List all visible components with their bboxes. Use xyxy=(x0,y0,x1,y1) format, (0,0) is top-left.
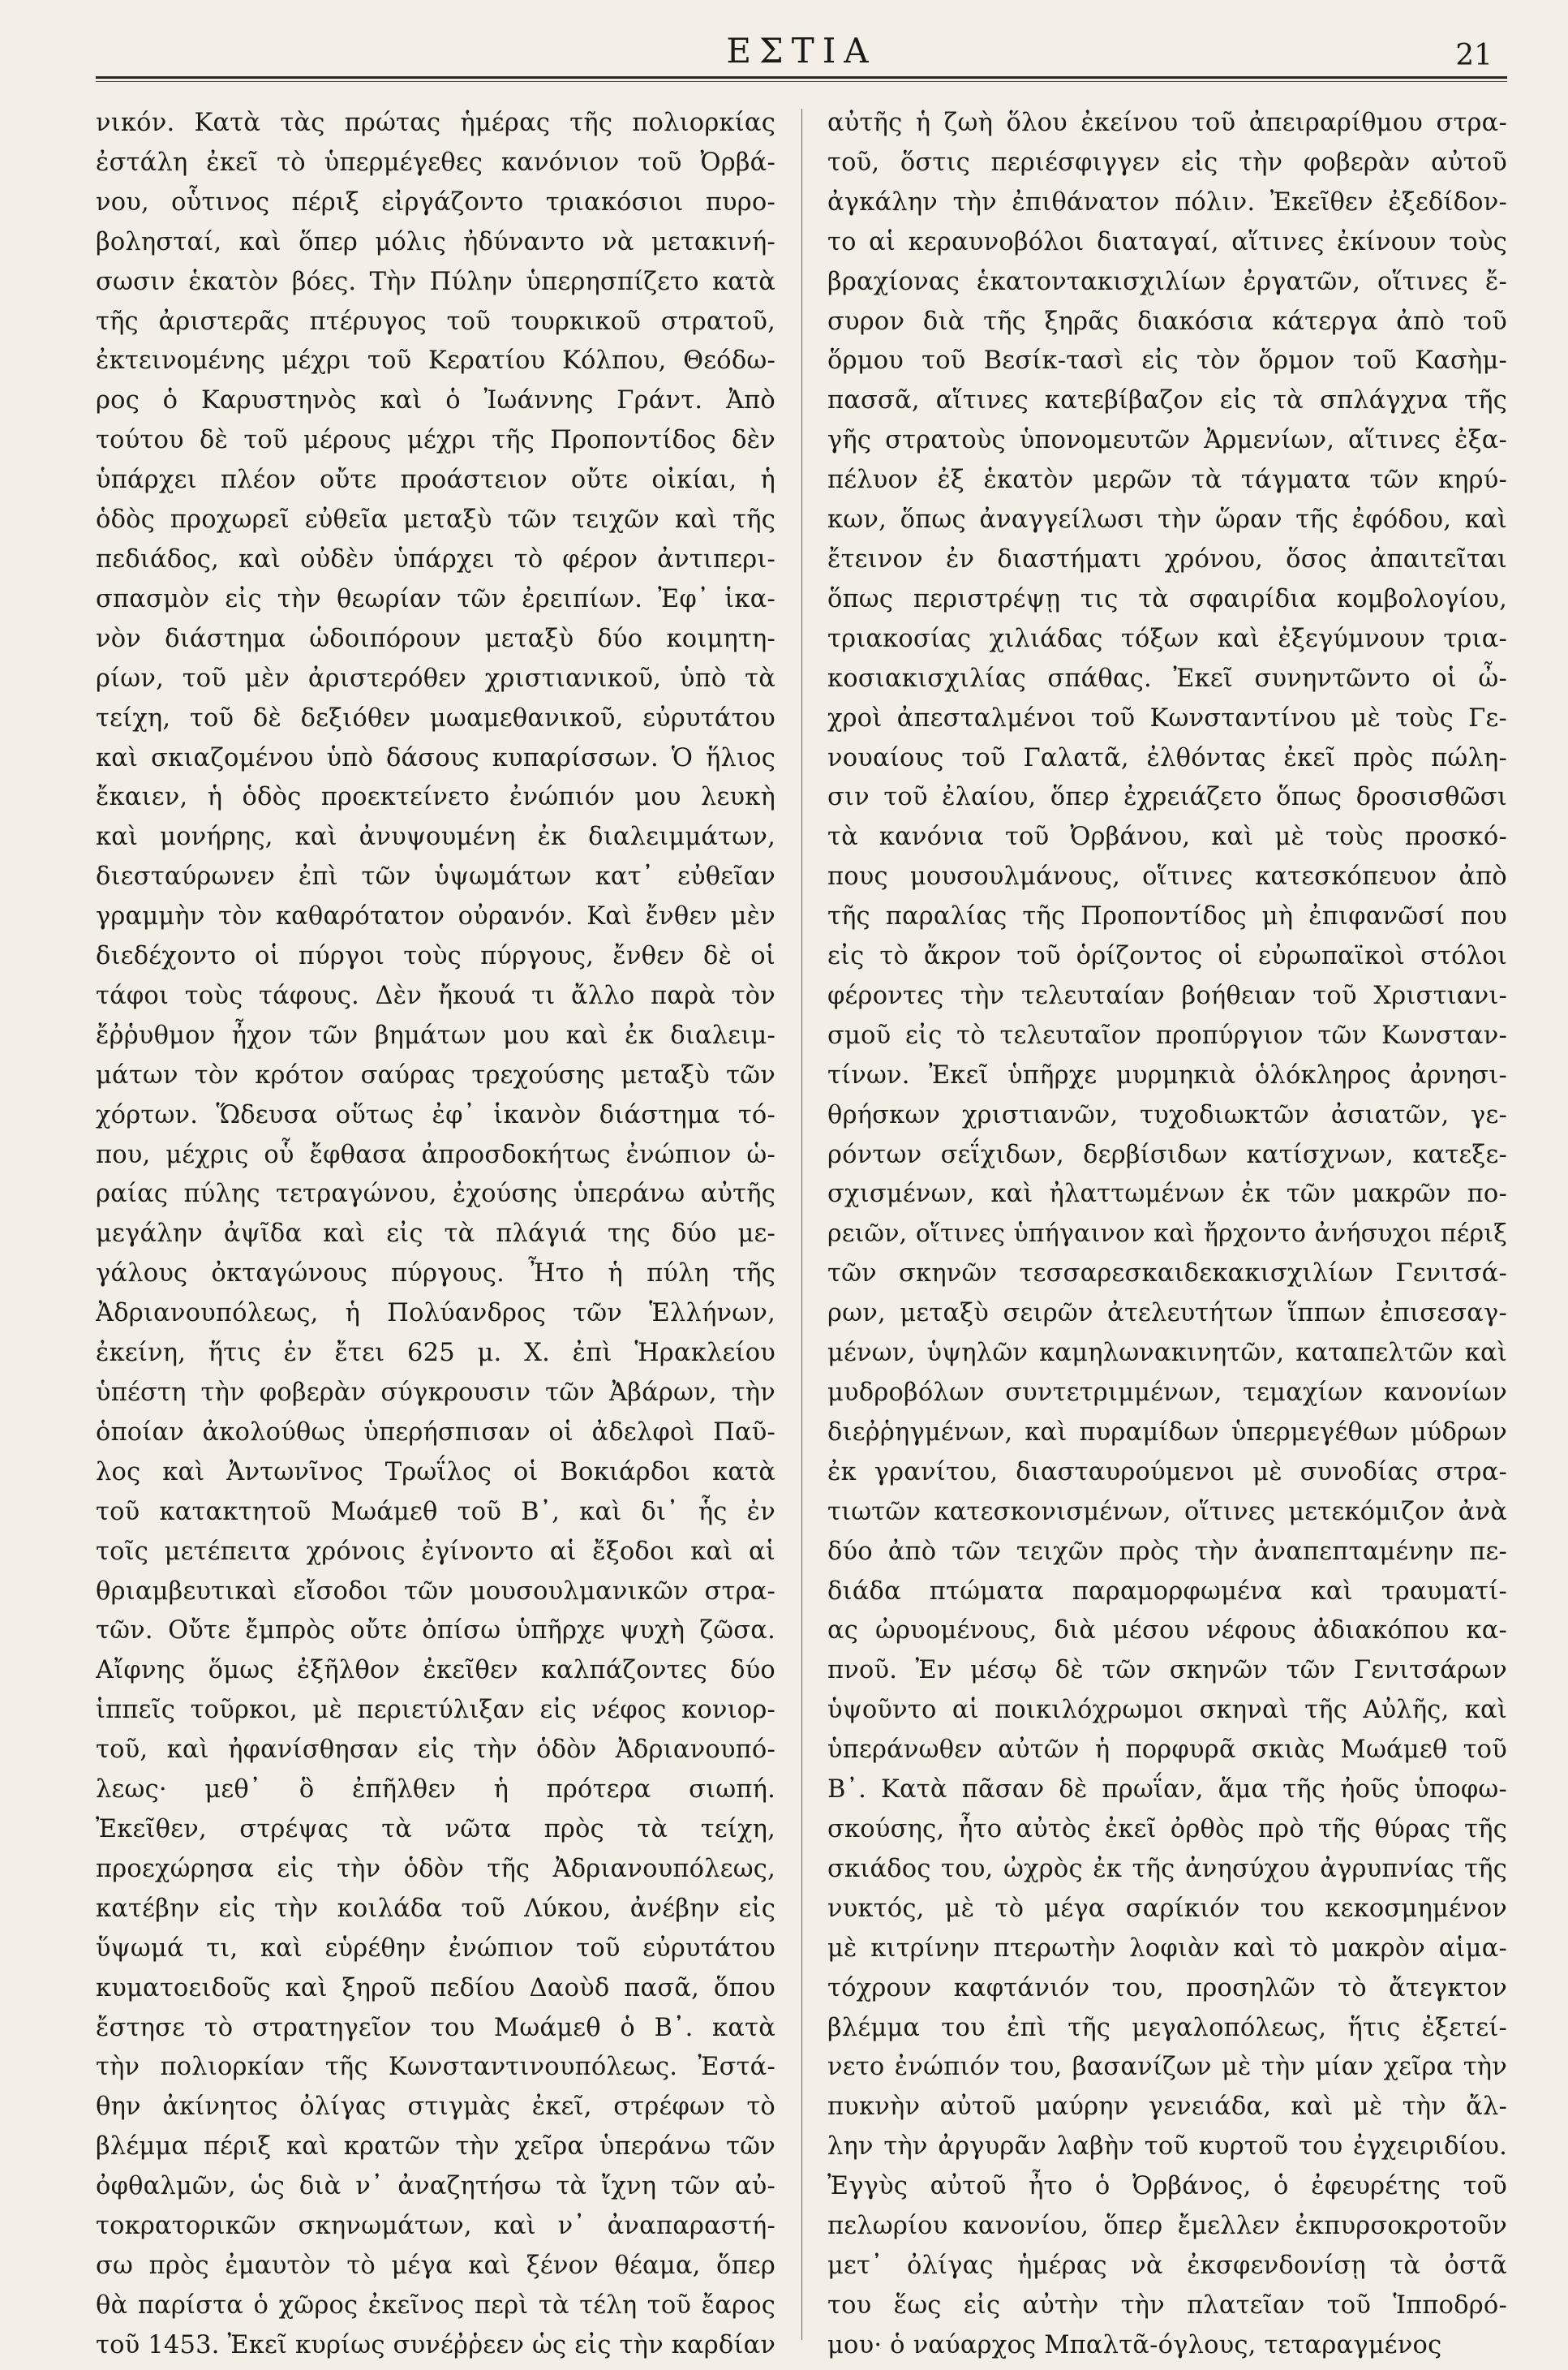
text-line: νουαίους τοῦ Γαλατᾶ, ἐλθόντας ἐκεῖ πρὸς πώλη- xyxy=(827,743,1507,772)
text-line: βλέμμα του ἐπὶ τῆς μεγαλοπόλεως, ἥτις ἐξετεί- xyxy=(827,2013,1507,2042)
text-line: τὴν πολιορκίαν τῆς Κωνσταντινουπόλεως. Ἐστά- xyxy=(96,2053,775,2082)
text-line: τῆς παραλίας τῆς Προποντίδος μὴ ἐπιφανῶσί που xyxy=(827,902,1507,931)
text-line: διάδα πτώματα παραμορφωμένα καὶ τραυματί- xyxy=(827,1576,1507,1606)
text-line: τῶν σκηνῶν τεσσαρεσκαιδεκακισχιλίων Γενιτσά- xyxy=(827,1259,1507,1288)
text-line: μεγάλην ἀψῖδα καὶ εἰς τὰ πλάγιά της δύο με- xyxy=(96,1219,775,1249)
right-column xyxy=(827,104,1507,2359)
text-line: ἱππεῖς τοῦρκοι, μὲ περιετύλιξαν εἰς νέφος κονιορ- xyxy=(96,1696,775,1725)
text-line: μάτων τὸν κρότον σαύρας τρεχούσης μεταξὺ τῶν xyxy=(96,1060,775,1090)
text-line: σπασμὸν εἰς τὴν θεωρίαν τῶν ἐρειπίων. Ἐφ᾽ ἱκα- xyxy=(96,584,775,613)
text-line: πους μουσουλμάνους, οἵτινες κατεσκόπευον ἀπὸ xyxy=(827,862,1507,892)
text-line: πεδιάδος, καὶ οὐδὲν ὑπάρχει τὸ φέρον ἀντιπερι- xyxy=(96,544,775,574)
text-line: σκούσης, ἦτο αὐτὸς ἐκεῖ ὀρθὸς πρὸ τῆς θύρας τῆς xyxy=(827,1814,1507,1843)
text-line: ὅπως περιστρέψῃ τις τὰ σφαιρίδια κομβολογίου, xyxy=(827,584,1507,613)
text-line: γῆς στρατοὺς ὑπονομευτῶν Ἀρμενίων, αἵτινες ἐξα- xyxy=(827,426,1507,455)
text-line: τοῦ κατακτητοῦ Μωάμεθ τοῦ Β᾽, καὶ δι᾽ ἧς ἐν xyxy=(96,1497,775,1526)
text-line: τοκρατορικῶν σκηνωμάτων, καὶ ν᾽ ἀναπαραστή- xyxy=(96,2212,775,2241)
text-line: τίνων. Ἐκεῖ ὑπῆρχε μυρμηκιὰ ὁλόκληρος ἀρνησι- xyxy=(827,1060,1507,1090)
text-line: πέλυον ἐξ ἑκατὸν μερῶν τὰ τάγματα τῶν κηρύ- xyxy=(827,466,1507,495)
text-line: χόρτων. Ὥδευσα οὕτως ἐφ᾽ ἱκανὸν διάστημα τό- xyxy=(96,1100,775,1129)
text-line: διεσταύρωνεν ἐπὶ τῶν ὑψωμάτων κατ᾽ εὐθεῖαν xyxy=(96,862,775,892)
text-line: κοσιακισχιλίας σπάθας. Ἐκεῖ συνηντῶντο οἱ ὦ- xyxy=(827,664,1507,693)
text-line: ἔστησε τὸ στρατηγεῖον του Μωάμεθ ὁ Β᾽. κατὰ xyxy=(96,2013,775,2042)
text-line: ἐκ γρανίτου, διασταυρούμενοι μὲ συνοδίας στρα- xyxy=(827,1457,1507,1486)
text-line: ρος ὁ Καρυστηνὸς καὶ ὁ Ἰωάννης Γράντ. Ἀπὸ xyxy=(96,386,775,415)
text-line: δύο ἀπὸ τῶν τειχῶν πρὸς τὴν ἀναπεπταμένην πε- xyxy=(827,1537,1507,1566)
text-line: βραχίονας ἑκατοντακισχιλίων ἐργατῶν, οἵτινες ἔ- xyxy=(827,267,1507,296)
text-line: ρίων, τοῦ μὲν ἀριστερόθεν χριστιανικοῦ, ὑπὸ τὰ xyxy=(96,664,775,693)
text-line: γραμμὴν τὸν καθαρότατον οὐρανόν. Καὶ ἔνθεν μὲν xyxy=(96,902,775,931)
text-line: ὁδὸς προχωρεῖ εὐθεῖα μεταξὺ τῶν τειχῶν καὶ τῆς xyxy=(96,505,775,535)
text-line: αὐτῆς ἡ ζωὴ ὅλου ἐκείνου τοῦ ἀπειραρίθμου στρα- xyxy=(827,109,1507,137)
text-line: Αἴφνης ὅμως ἐξῆλθον ἐκεῖθεν καλπάζοντες δύο xyxy=(96,1656,775,1685)
text-line: ὑπάρχει πλέον οὔτε προάστειον οὔτε οἰκίαι, ἡ xyxy=(96,466,775,495)
text-line: τόχρουν καφτάνιόν του, προσηλῶν τὸ ἄτεγκτον xyxy=(827,1973,1507,2002)
text-columns xyxy=(96,104,1507,2359)
text-line: τῆς ἀριστερᾶς πτέρυγος τοῦ τουρκικοῦ στρατοῦ, xyxy=(96,307,775,336)
text-line: ἔκαιεν, ἡ ὁδὸς προεκτείνετο ἐνώπιόν μου λευκὴ xyxy=(96,783,775,812)
text-line: χροὶ ἀπεσταλμένοι τοῦ Κωνσταντίνου μὲ τοὺς Γε- xyxy=(827,703,1507,733)
text-line: λος καὶ Ἀντωνῖνος Τρωΐλος οἱ Βοκιάρδοι κατὰ xyxy=(96,1457,775,1486)
text-line: λην τὴν ἀργυρᾶν λαβὴν τοῦ κυρτοῦ του ἐγχειριδίου. xyxy=(827,2132,1507,2161)
text-line: μετ᾽ ὀλίγας ἡμέρας νὰ ἐκσφενδονίσῃ τὰ ὀστᾶ xyxy=(827,2251,1507,2280)
text-line: ὑπεράνωθεν αὐτῶν ἡ πορφυρᾶ σκιὰς Μωάμεθ τοῦ xyxy=(827,1736,1507,1765)
text-line: σωσιν ἑκατὸν βόες. Τὴν Πύλην ὑπερησπίζετο κατὰ xyxy=(96,267,775,296)
text-line: μὲ κιτρίνην πτερωτὴν λοφιὰν καὶ τὸ μακρὸν αἱμα- xyxy=(827,1933,1507,1963)
text-line: ὁποίαν ἀκολούθως ὑπερήσπισαν οἱ ἀδελφοὶ Παῦ- xyxy=(96,1417,775,1447)
text-line: συρον διὰ τῆς ξηρᾶς διακόσια κάτεργα ἀπὸ τοῦ xyxy=(827,307,1507,336)
text-line: τοῦ, καὶ ἠφανίσθησαν εἰς τὴν ὁδὸν Ἀδριανουπό- xyxy=(96,1736,775,1765)
text-line: σμοῦ εἰς τὸ τελευταῖον προπύργιον τῶν Κωνσταν- xyxy=(827,1021,1507,1050)
text-line: ἀγκάλην τὴν ἐπιθάνατον πόλιν. Ἐκεῖθεν ἐξεδίδον- xyxy=(827,187,1507,217)
text-line: διεῤῥηγμένων, καὶ πυραμίδων ὑπερμεγέθων μύδρων xyxy=(827,1417,1507,1447)
text-line: σχισμένων, καὶ ἠλαττωμένων ἐκ τῶν μακρῶν πο- xyxy=(827,1180,1507,1209)
text-line: καὶ σκιαζομένου ὑπὸ δάσους κυπαρίσσων. Ὁ ἥλιος xyxy=(96,743,775,772)
text-line: τιωτῶν κατεσκονισμένων, οἵτινες μετεκόμιζον ἀνὰ xyxy=(827,1497,1507,1526)
text-line: νετο ἐνώπιόν του, βασανίζων μὲ τὴν μίαν χεῖρα τὴν xyxy=(827,2053,1507,2082)
text-line: Ἐκεῖθεν, στρέψας τὰ νῶτα πρὸς τὰ τείχη, xyxy=(96,1814,775,1843)
text-line: τούτου δὲ τοῦ μέρους μέχρι τῆς Προποντίδος δὲν xyxy=(96,426,775,455)
text-line: θὰ παρίστα ὁ χῶρος ἐκεῖνος περὶ τὰ τέλη τοῦ ἔαρος xyxy=(96,2290,775,2320)
text-line: του ἕως εἰς αὐτὴν τὴν πλατεῖαν τοῦ Ἱπποδρό- xyxy=(827,2290,1507,2320)
text-line: καὶ μονήρης, καὶ ἀνυψουμένη ἐκ διαλειμμάτων, xyxy=(96,823,775,852)
text-line: θριαμβευτικαὶ εἴσοδοι τῶν μουσουλμανικῶν στρα- xyxy=(96,1576,775,1606)
text-line: πυκνὴν αὐτοῦ μαύρην γενειάδα, καὶ μὲ τὴν ἄλ- xyxy=(827,2093,1507,2122)
text-line: τριακοσίας χιλιάδας τόξων καὶ ἐξεγύμνουν τρια- xyxy=(827,624,1507,653)
text-line: ραίας πύλης τετραγώνου, ἐχούσης ὑπεράνω αὐτῆς xyxy=(96,1180,775,1209)
text-line: σιν τοῦ ἐλαίου, ὅπερ ἐχρειάζετο ὅπως δροσισθῶσι xyxy=(827,783,1507,812)
text-line: θρήσκων χριστιανῶν, τυχοδιωκτῶν ἀσιατῶν, γε- xyxy=(827,1100,1507,1129)
text-line: μυδροβόλων συντετριμμένων, τεμαχίων κανονίων xyxy=(827,1379,1507,1407)
text-line: νυκτός, μὲ τὸ μέγα σαρίκιόν του κεκοσμημένον xyxy=(827,1894,1507,1923)
text-line: ρων, μεταξὺ σειρῶν ἀτελευτήτων ἵππων ἐπισεσαγ- xyxy=(827,1299,1507,1328)
text-line: θην ἀκίνητος ὀλίγας στιγμὰς ἐκεῖ, στρέφων τὸ xyxy=(96,2093,775,2122)
text-line: ἐκτεινομένης μέχρι τοῦ Κερατίου Κόλπου, Θεόδω- xyxy=(96,346,775,376)
text-line: τοῖς μετέπειτα χρόνοις ἐγίνοντο αἱ ἔξοδοι καὶ αἱ xyxy=(96,1537,775,1566)
left-column xyxy=(96,104,775,2359)
page-number: 21 xyxy=(1455,39,1493,72)
text-line: τάφοι τοὺς τάφους. Δὲν ἤκουά τι ἄλλο παρὰ τὸν xyxy=(96,981,775,1010)
text-line: ἐστάλη ἐκεῖ τὸ ὑπερμέγεθες κανόνιον τοῦ Ὀρβά- xyxy=(96,148,775,177)
text-line: τοῦ 1453. Ἐκεῖ κυρίως συνέῤῥεεν ὡς εἰς τὴν καρδίαν xyxy=(96,2330,775,2359)
text-line: προεχώρησα εἰς τὴν ὁδὸν τῆς Ἀδριανουπόλεως, xyxy=(96,1854,775,1883)
text-line: κατέβην εἰς τὴν κοιλάδα τοῦ Λύκου, ἀνέβην εἰς xyxy=(96,1894,775,1923)
text-line: που, μέχρις οὗ ἔφθασα ἀπροσδοκήτως ἐνώπιον ὡ- xyxy=(96,1140,775,1169)
text-line: ὕψωμά τι, καὶ εὑρέθην ἐνώπιον τοῦ εὐρυτάτου xyxy=(96,1933,775,1963)
text-line: Ἐγγὺς αὐτοῦ ἦτο ὁ Ὀρβάνος, ὁ ἐφευρέτης τοῦ xyxy=(827,2172,1507,2201)
text-line: νὸν διάστημα ὡδοιπόρουν μεταξὺ δύο κοιμητη- xyxy=(96,624,775,653)
text-line: γάλους ὀκταγώνους πύργους. Ἦτο ἡ πύλη τῆς xyxy=(96,1259,775,1288)
header-rule xyxy=(96,81,1507,82)
text-line: ὑπέστη τὴν φοβερὰν σύγκρουσιν τῶν Ἀβάρων, τὴν xyxy=(96,1379,775,1407)
text-line: σω πρὸς ἐμαυτὸν τὸ μέγα καὶ ξένον θέαμα, ὅπερ xyxy=(96,2251,775,2280)
text-line: κων, ὅπως ἀναγγείλωσι τὴν ὥραν τῆς ἐφόδου, καὶ xyxy=(827,505,1507,535)
text-line: ὑψοῦντο αἱ ποικιλόχρωμοι σκηναὶ τῆς Αὐλῆς, καὶ xyxy=(827,1696,1507,1725)
text-line: ἔτεινον ἐν διαστήματι χρόνου, ὅσος ἀπαιτεῖται xyxy=(827,544,1507,574)
text-line: νου, οὗτινος πέριξ εἰργάζοντο τριακόσιοι πυρο- xyxy=(96,187,775,217)
text-line: ὅρμου τοῦ Βεσίκ-τασὶ εἰς τὸν ὅρμον τοῦ Κασὴμ- xyxy=(827,346,1507,376)
column-divider xyxy=(801,109,802,2340)
text-line: Ἀδριανουπόλεως, ἡ Πολύανδρος τῶν Ἑλλήνων, xyxy=(96,1299,775,1328)
text-line: ρόντων σεΐχιδων, δερβίσιδων κατίσχνων, κατεξε- xyxy=(827,1140,1507,1169)
text-line: βολησταί, καὶ ὅπερ μόλις ἠδύναντο νὰ μετακινή- xyxy=(96,227,775,256)
text-line: φέροντες τὴν τελευταίαν βοήθειαν τοῦ Χριστιανι- xyxy=(827,981,1507,1010)
text-line: μου· ὁ ναύαρχος Μπαλτᾶ-όγλους, τεταραγμένος xyxy=(827,2330,1442,2359)
text-line: τοῦ, ὅστις περιέσφιγγεν εἰς τὴν φοβερὰν αὐτοῦ xyxy=(827,148,1507,177)
text-line: ἐκείνη, ἥτις ἐν ἔτει 625 μ. Χ. ἐπὶ Ἡρακλείου xyxy=(96,1339,775,1368)
text-line: ας ὠρυομένους, διὰ μέσου νέφους ἀδιακόπου κα- xyxy=(827,1616,1507,1645)
text-line: το αἱ κεραυνοβόλοι διαταγαί, αἵτινες ἐκίνουν τοὺς xyxy=(827,227,1507,256)
newspaper-page xyxy=(96,24,1507,2359)
text-line: κυματοειδοῦς καὶ ξηροῦ πεδίου Δαοὺδ πασᾶ, ὅπου xyxy=(96,1973,775,2002)
journal-title: ΕΣΤΙΑ xyxy=(726,31,877,71)
text-line: ἔῤῥυθμον ἦχον τῶν βημάτων μου καὶ ἐκ διαλειμ- xyxy=(96,1021,775,1050)
text-line: τῶν. Οὔτε ἔμπρὸς οὔτε ὀπίσω ὑπῆρχε ψυχὴ ζῶσα. xyxy=(96,1616,775,1645)
text-line: σκιάδος του, ὠχρὸς ἐκ τῆς ἀνησύχου ἀγρυπνίας τῆς xyxy=(827,1854,1507,1883)
text-line: Β᾽. Κατὰ πᾶσαν δὲ πρωΐαν, ἅμα τῆς ἠοῦς ὑποφω- xyxy=(827,1775,1507,1804)
text-line: μένων, ὑψηλῶν καμηλωνακινητῶν, καταπελτῶν καὶ xyxy=(827,1339,1507,1368)
page-header xyxy=(96,24,1507,79)
text-line: βλέμμα πέριξ καὶ κρατῶν τὴν χεῖρα ὑπεράνω τῶν xyxy=(96,2132,775,2161)
text-line: διεδέχοντο οἱ πύργοι τοὺς πύργους, ἔνθεν δὲ οἱ xyxy=(96,942,775,971)
text-line: ρειῶν, οἵτινες ὑπήγαινον καὶ ἤρχοντο ἀνήσυχοι πέριξ xyxy=(827,1219,1507,1249)
text-line: ὀφθαλμῶν, ὡς διὰ ν᾽ ἀναζητήσω τὰ ἴχνη τῶν αὐ- xyxy=(96,2172,775,2201)
text-line: εἰς τὸ ἄκρον τοῦ ὁρίζοντος οἱ εὐρωπαϊκοὶ στόλοι xyxy=(827,942,1507,971)
text-line: τείχη, τοῦ δὲ δεξιόθεν μωαμεθανικοῦ, εὐρυτάτου xyxy=(96,703,775,733)
text-line: πνοῦ. Ἐν μέσῳ δὲ τῶν σκηνῶν τῶν Γενιτσάρων xyxy=(827,1656,1507,1685)
text-line: τὰ κανόνια τοῦ Ὀρβάνου, καὶ μὲ τοὺς προσκό- xyxy=(827,823,1507,852)
text-line: πελωρίου κανονίου, ὅπερ ἔμελλεν ἐκπυρσοκροτοῦν xyxy=(827,2212,1507,2241)
text-line: λεως· μεθ᾽ ὃ ἐπῆλθεν ἡ πρότερα σιωπή. xyxy=(96,1775,775,1804)
text-line: πασσᾶ, αἵτινες κατεβίβαζον εἰς τὰ σπλάγχνα τῆς xyxy=(827,386,1507,415)
text-line: νικόν. Κατὰ τὰς πρώτας ἡμέρας τῆς πολιορκίας xyxy=(96,109,775,137)
